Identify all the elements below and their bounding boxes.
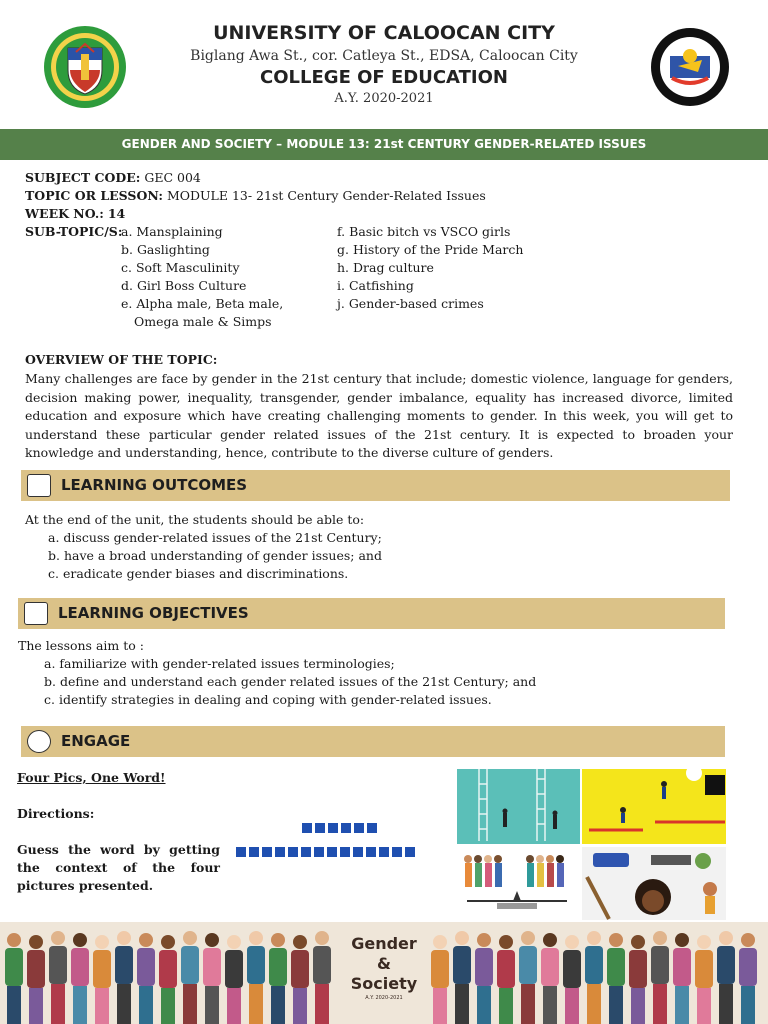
engage-bar [21, 726, 725, 757]
answer-letter-box [367, 823, 377, 833]
subtopic-item: j. Gender-based crimes [337, 296, 484, 311]
four-pics-grid [457, 769, 726, 920]
subtopics-left-list [121, 223, 283, 331]
person-figure [629, 935, 647, 1024]
answer-letter-box [314, 847, 324, 857]
subtopics-label: SUB-TOPIC/S: [25, 224, 123, 239]
topic-label: TOPIC OR LESSON: [25, 188, 163, 203]
picture-yellow-corporate [582, 769, 726, 844]
outcome-item: a. discuss gender-related issues of the 21st Century; [48, 530, 382, 545]
picture-woman-chores [582, 847, 726, 920]
person-figure [695, 935, 713, 1024]
picture-ladders [457, 769, 580, 844]
answer-letter-box [366, 847, 376, 857]
person-figure [607, 933, 625, 1024]
objective-item: b. define and understand each gender related issues of the 21st Century; and [44, 674, 537, 689]
answer-letter-box [341, 823, 351, 833]
topic-line [25, 187, 486, 205]
university-address: Biglang Awa St., cor. Catleya St., EDSA, Caloocan City [190, 48, 578, 64]
subtopic-item: f. Basic bitch vs VSCO girls [337, 224, 511, 239]
subtopic-item: d. Girl Boss Culture [121, 278, 247, 293]
topic-value: MODULE 13- 21st Century Gender-Related Issues [166, 188, 486, 203]
footer-title-line1: Gender [351, 934, 417, 953]
person-figure [203, 933, 221, 1024]
person-figure [291, 935, 309, 1024]
learning-objectives-title: LEARNING OBJECTIVES [58, 604, 249, 622]
week-line [25, 205, 125, 223]
person-figure [247, 931, 265, 1024]
answer-letter-box [262, 847, 272, 857]
person-figure [93, 935, 111, 1024]
person-figure [541, 933, 559, 1024]
week-label: WEEK NO.: [25, 206, 104, 221]
person-figure [673, 933, 691, 1024]
answer-letter-box [328, 823, 338, 833]
footer-title [344, 934, 424, 1002]
objective-item: c. identify strategies in dealing and coping with gender-related issues. [44, 692, 492, 707]
answer-letter-box [301, 847, 311, 857]
answer-letter-box [354, 823, 364, 833]
book-icon [24, 602, 48, 625]
week-value: 14 [107, 206, 126, 221]
answer-letter-box [392, 847, 402, 857]
engage-title: ENGAGE [61, 732, 131, 750]
subtopics-right-list [337, 223, 523, 313]
person-figure [519, 931, 537, 1024]
subtopic-item: i. Catfishing [337, 278, 414, 293]
outcomes-intro: At the end of the unit, the students should be able to: [25, 512, 365, 527]
overview-text: Many challenges are face by gender in the 21st century that include; domestic violence, language for genders, decision making power, inequality, transgender, gender imbalance, equality has increased divorce, limited education and exposure which have creating challenging moments to gender. In this week, you will get to understand these particular gender related issues of the 21st century. It is expected to broaden your knowledge and understanding, hence, contribute to the diverse culture of genders. [25, 371, 733, 460]
objectives-intro: The lessons aim to : [18, 638, 144, 653]
person-figure [563, 935, 581, 1024]
subtopic-item: b. Gaslighting [121, 242, 210, 257]
person-figure [225, 935, 243, 1024]
subtopic-item: e. Alpha male, Beta male, [121, 296, 284, 311]
learning-objectives-bar [18, 598, 725, 629]
answer-row-1 [302, 818, 380, 837]
outcome-item: c. eradicate gender biases and discriminations. [48, 566, 349, 581]
person-figure [475, 933, 493, 1024]
subject-code-line [25, 169, 201, 187]
learning-outcomes-title: LEARNING OUTCOMES [61, 476, 248, 494]
footer-title-line3: Society [350, 974, 418, 993]
certificate-icon [27, 474, 51, 497]
university-name: UNIVERSITY OF CALOOCAN CITY [213, 22, 555, 44]
person-figure [497, 935, 515, 1024]
person-figure [717, 931, 735, 1024]
answer-letter-box [288, 847, 298, 857]
objectives-list [44, 655, 536, 709]
subtopic-item: c. Soft Masculinity [121, 260, 240, 275]
person-figure [453, 931, 471, 1024]
person-figure [137, 933, 155, 1024]
college-name: COLLEGE OF EDUCATION [260, 67, 508, 88]
picture-diverse-people-scale [457, 847, 580, 920]
objective-item: a. familiarize with gender-related issues terminologies; [44, 656, 395, 671]
game-title: Four Pics, One Word! [17, 770, 166, 785]
module-banner [0, 129, 768, 160]
answer-letter-box [327, 847, 337, 857]
academic-year: A.Y. 2020-2021 [334, 91, 434, 106]
subtopic-item: Omega male & Simps [134, 314, 272, 329]
subject-code-value: GEC 004 [144, 170, 201, 185]
person-figure [115, 931, 133, 1024]
brain-gears-icon [27, 730, 51, 753]
subtopic-item: g. History of the Pride March [337, 242, 524, 257]
footer-illustration [0, 922, 768, 1024]
subtopic-item: h. Drag culture [337, 260, 434, 275]
learning-outcomes-bar [21, 470, 730, 501]
answer-letter-box [379, 847, 389, 857]
directions-label: Directions: [17, 806, 95, 821]
answer-letter-box [249, 847, 259, 857]
subject-code-label: SUBJECT CODE: [25, 170, 141, 185]
answer-letter-box [236, 847, 246, 857]
person-figure [49, 931, 67, 1024]
subtopic-item: a. Mansplaining [121, 224, 223, 239]
module-banner-text: GENDER AND SOCIETY – MODULE 13: 21st CENTURY GENDER-RELATED ISSUES [121, 137, 647, 151]
answer-letter-box [340, 847, 350, 857]
person-figure [269, 933, 287, 1024]
answer-letter-box [405, 847, 415, 857]
answer-letter-box [315, 823, 325, 833]
footer-year: A.Y. 2020-2021 [365, 995, 403, 1001]
person-figure [5, 933, 23, 1024]
overview-heading: OVERVIEW OF THE TOPIC: [25, 352, 218, 367]
answer-row-2 [236, 842, 418, 861]
person-figure [181, 931, 199, 1024]
outcomes-list [48, 529, 382, 583]
person-figure [739, 933, 757, 1024]
person-figure [71, 933, 89, 1024]
answer-letter-box [353, 847, 363, 857]
person-figure [431, 935, 449, 1024]
person-figure [651, 931, 669, 1024]
person-figure [159, 935, 177, 1024]
person-figure [313, 931, 331, 1024]
answer-letter-box [302, 823, 312, 833]
directions-text: Guess the word by getting the context of the four pictures presented. [17, 842, 220, 893]
person-figure [27, 935, 45, 1024]
footer-title-line2: & [377, 954, 391, 973]
outcome-item: b. have a broad understanding of gender issues; and [48, 548, 382, 563]
answer-letter-box [275, 847, 285, 857]
person-figure [585, 931, 603, 1024]
